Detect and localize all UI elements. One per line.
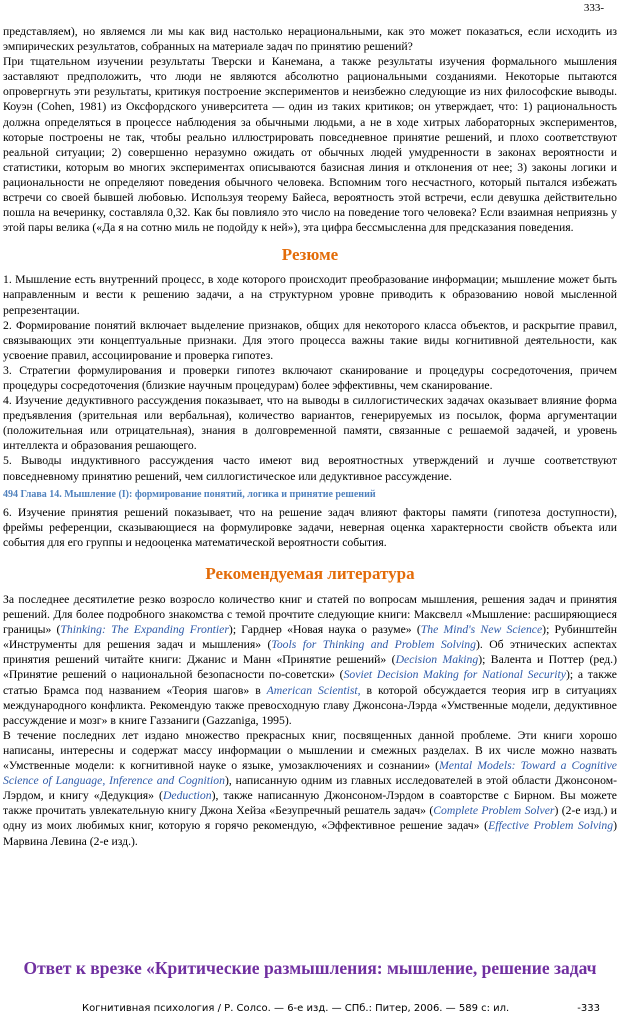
text-run: ); Рубинштейн «Инструменты для решения задач и мышления» (	[3, 623, 617, 652]
summary-item: 2. Формирование понятий включает выделение признаков, общих для некоторого класса объектов, и раскрытие правил, связывающих эти концептуальные признаки. Для этого процесса важны такие виды когнитивной деятельности, как усвоение правил, ассоциирование и проверка гипотез.	[3, 318, 617, 362]
footer-source: Когнитивная психология / Р. Солсо. — 6-е изд. — СПб.: Питер, 2006. — 589 с: ил.	[82, 1003, 510, 1014]
book-title-reference: American Scientist,	[266, 683, 361, 697]
summary-heading: Резюме	[281, 245, 339, 265]
page-number-top: 333-	[583, 2, 604, 14]
running-head: 494 Глава 14. Мышление (I): формирование понятий, логика и принятие решений	[3, 488, 376, 500]
book-title-reference: Soviet Decision Making for National Security	[343, 668, 566, 682]
summary-item: 4. Изучение дедуктивного рассуждения показывает, что на выводы в силлогистических задачах оказывает влияние форма предъявления (зрительная или вербальная), количество вариантов, генерируемых из посылок, форма аргументации (положительная или отрицательная), знания в долговременной памяти, связанные с решаемой задачей, и уровень интеллекта и образования решающего.	[3, 394, 617, 453]
book-title-reference: Thinking: The Expanding Frontier	[60, 623, 229, 637]
paragraph: представляем), но являемся ли мы как вид настолько нерациональными, как это может показаться, если исходить из эмпирических результатов, собранных на материале задач по принятию решений?	[3, 25, 617, 54]
book-title-reference: Complete Problem Solver	[433, 804, 555, 818]
text-run: в которой обсуждается теория игр в ситуациях международного конфликта. Рекомендую также превосходную главу Джонсона-Лэрда «Умственные модели, дедуктивное рассуждение и мозг» в книге Газзаниги (Gazzaniga, 1995).	[3, 683, 618, 727]
text-run: За последнее десятилетие резко возросло количество книг и статей по вопросам мышления, решения задач и принятия решений. Для более подробного знакомства с темой прочтите следующие книги: Максвелл «Мышление: расширяющиеся границы» (	[3, 593, 617, 637]
reading-paragraph-1	[3, 592, 617, 728]
text-run: ), также написанную Джонсоном-Лэрдом в соавторстве с Бирном. Вы можете также прочитать увлекательную книгу Джона Хейза «Безупречный решатель задач» (	[3, 789, 617, 818]
paragraph: При тщательном изучении результаты Тверски и Канемана, а также результаты изучения формального мышления заставляют предположить, что люди не являются абсолютно рациональными созданиями. Некоторые пытаются опровергнуть эти результаты, критикуя построение экспериментов и неизбежно следующие из них философские выводы. Коуэн (Cohen, 1981) из Оксфордского университета — один из таких критиков; он утверждает, что: 1) рациональность должна определяться в процессе наблюдения за обычными людьми, а не в ходе хитрых лабораторных экспериментов, которые построены не так, чтобы реально иллюстрировать повседневное принятие решений, и плохо соответствуют реальной ситуации; 2) совершенно неразумно ожидать от обычных людей умудренности в законах вероятности и статистики, которым во многих экспериментах описываются базисная линия и отклонения от нее; 3) законы логики и рациональности не определяют поведения обычного человека. Вспомним того несчастного, который пытался избежать встречи со своей бывшей любовью. Используя теорему Байеса, вероятность этой встречи, если девушка действительно пошла на вечеринку, составляла 0,32. Как бы повлияло это число на поведение того человека? Если взаимная неприязнь у этой пары велика («Да я на сотню миль не подойду к ней»), эта цифра бессмысленна для предсказания поведения.	[3, 55, 617, 235]
summary-item: 3. Стратегии формулирования и проверки гипотез включают сканирование и процедуры сосредоточения, причем процедуры сосредоточения (близкие научным процедурам) более эффективны, чем сканирование.	[3, 363, 617, 392]
text-run: ); а также статью Брамса под названием «Теория шагов» в	[3, 668, 617, 697]
book-title-reference: Effective Problem Solving	[488, 819, 614, 833]
book-title-reference: Tools for Thinking and Problem Solving	[271, 638, 476, 652]
reading-paragraph-2	[3, 728, 617, 849]
book-title-reference: Deduction	[162, 789, 212, 803]
summary-item: 1. Мышление есть внутренний процесс, в ходе которого происходит преобразование информации; мышление может быть направленным и вести к решению задачи, а на структурном уровне приводить к образованию новой мысленной репрезентации.	[3, 273, 617, 317]
summary-item: 6. Изучение принятия решений показывает, что на решение задач влияют факторы памяти (гипотеза доступности), фреймы референции, сказывающиеся на формулировке задачи, неверная оценка характерности свойств объекта или события для его группы и недооценка математической вероятности события.	[3, 505, 617, 549]
text-run: ) Марвина Левина (2-е изд.).	[3, 819, 617, 848]
text-run: ); Валента и Поттер (ред.) «Принятие решений о национальной безопасности по-советски» (	[3, 653, 617, 682]
book-title-reference: Mental Models: Toward a Cognitive Science of Language, Inference and Cognition	[3, 759, 617, 788]
text-run: В течение последних лет издано множество прекрасных книг, посвященных данной проблеме. Эти книги хорошо написаны, интересны и содержат массу информации о мышлении и смежных разделах. В их числе можно назвать «Умственные модели: к когнитивной науке о языке, умозаключениях и сознании» (	[3, 728, 617, 773]
text-run: ). Об этнических аспектах принятия решений читайте книги: Джанис и Манн «Принятие решений» (	[3, 638, 618, 667]
text-run: ) (2-е изд.) и одну из моих любимых книг, которую я горячо рекомендую, «Эффективное решение задач» (	[3, 804, 617, 833]
book-title-reference: Decision Making	[395, 653, 479, 667]
text-run: ), написанную одним из главных исследователей в этой области Джонсоном-Лэрдом, и книгу «Дедукция» (	[3, 774, 617, 803]
book-title-reference: The Mind's New Science	[420, 623, 543, 637]
answer-title: Ответ к врезке «Критические размышления: мышление, решение задач	[23, 958, 597, 978]
page-number-bottom: -333	[577, 1003, 600, 1014]
reading-heading: Рекомендуемая литература	[205, 564, 415, 583]
summary-item: 5. Выводы индуктивного рассуждения часто имеют вид вероятностных утверждений и лучше соответствуют повседневному принятию решений, чем силлогистическое или дедуктивное рассуждение.	[3, 454, 617, 483]
text-run: ); Гарднер «Новая наука о разуме» (	[228, 623, 421, 637]
page-body	[3, 24, 617, 849]
